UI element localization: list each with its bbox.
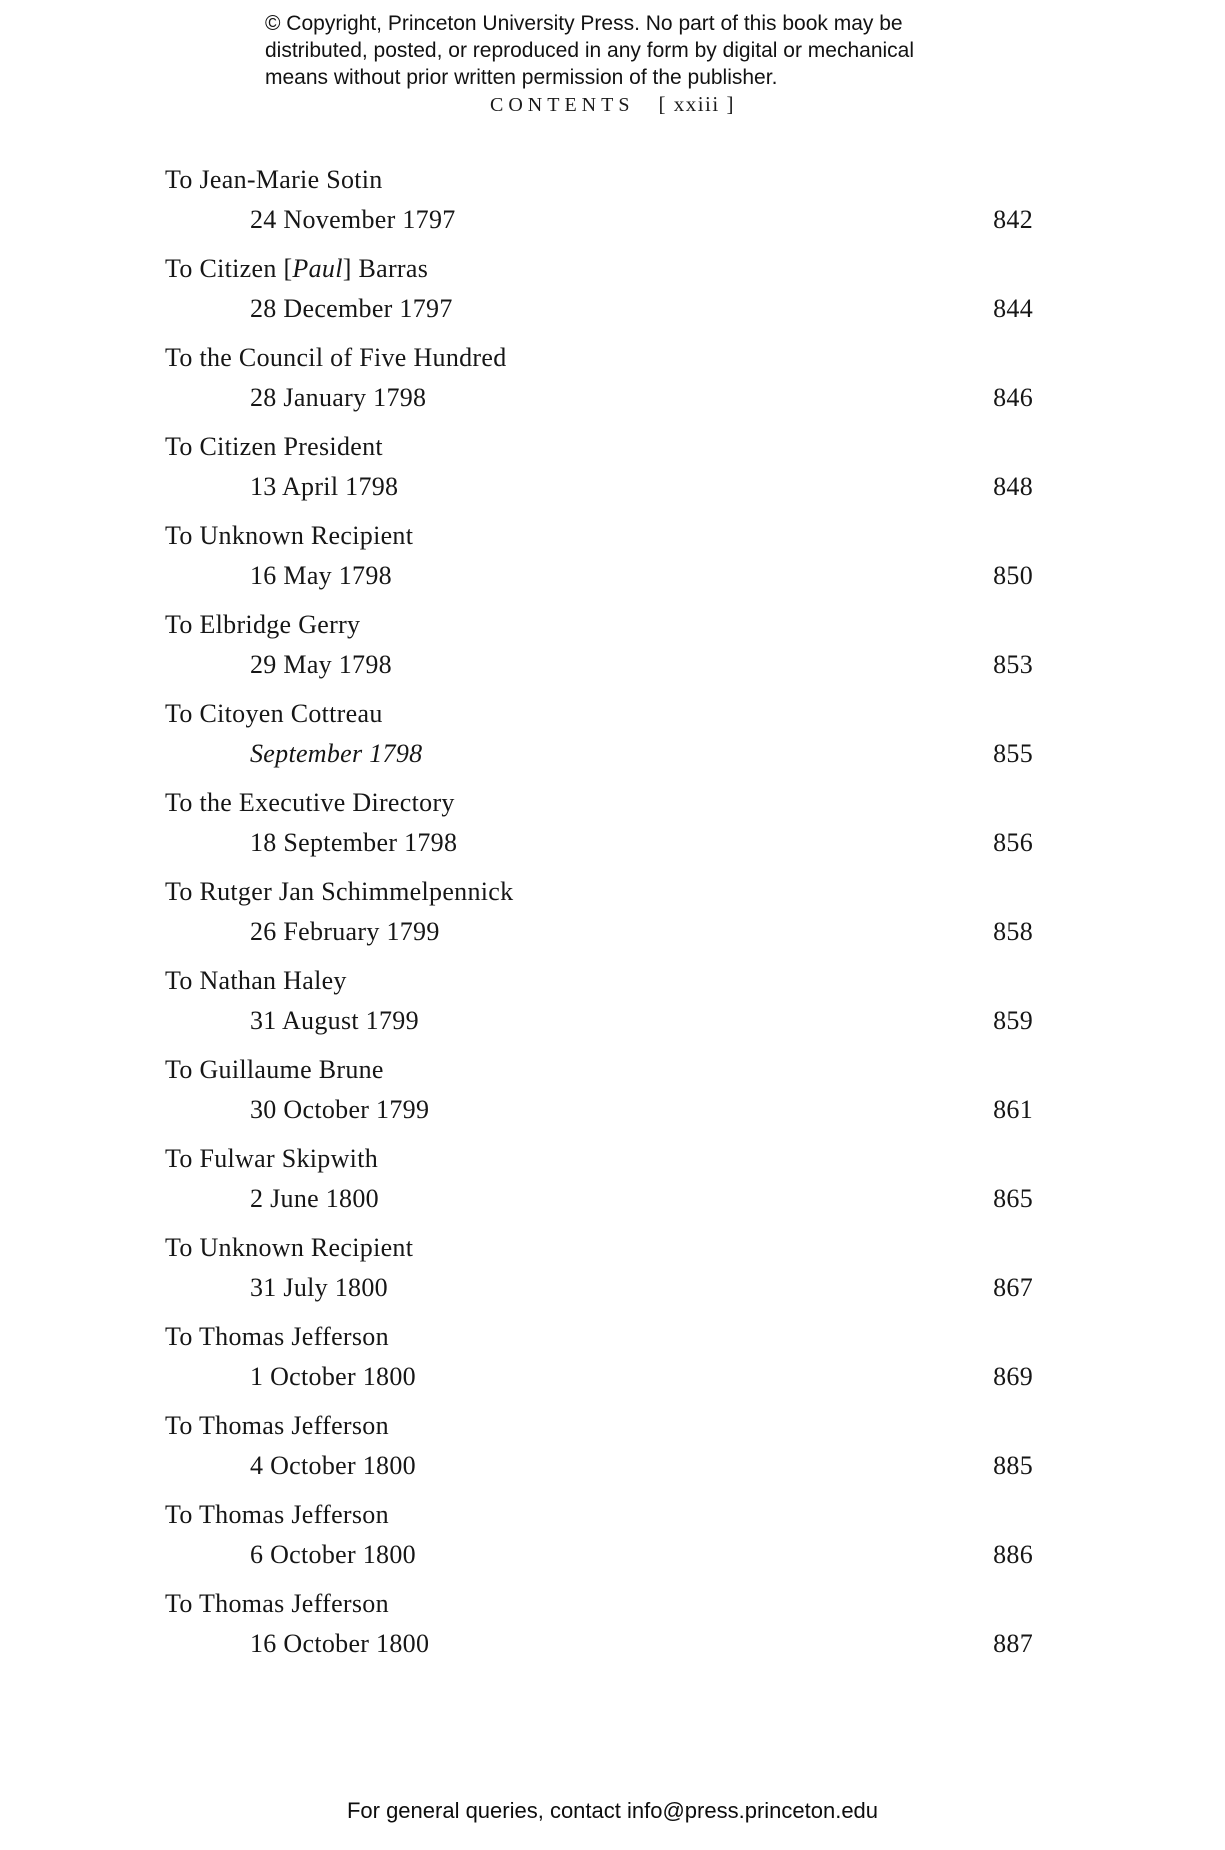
entry-page-number: 869 bbox=[993, 1362, 1033, 1391]
running-head bbox=[0, 92, 1225, 117]
copyright-line: © Copyright, Princeton University Press. No part of this book may be bbox=[265, 12, 903, 35]
toc-entry bbox=[165, 694, 1033, 774]
toc-entry bbox=[165, 1317, 1033, 1397]
entry-recipient bbox=[165, 694, 1033, 734]
text: To Citizen President bbox=[165, 432, 383, 461]
entry-page-number: 846 bbox=[993, 383, 1033, 412]
entry-dateline bbox=[165, 467, 1033, 507]
text: 26 February 1799 bbox=[250, 917, 440, 946]
entry-page-number: 886 bbox=[993, 1540, 1033, 1569]
entry-recipient bbox=[165, 249, 1033, 289]
toc-entry bbox=[165, 160, 1033, 240]
text: 28 December 1797 bbox=[250, 294, 453, 323]
text: To Jean-Marie Sotin bbox=[165, 165, 383, 194]
italic-text: September 1798 bbox=[250, 739, 423, 768]
text: To Unknown Recipient bbox=[165, 521, 414, 550]
text: To Unknown Recipient bbox=[165, 1233, 414, 1262]
footer-queries-note: For general queries, contact info@press.princeton.edu bbox=[346, 1798, 879, 1823]
entry-date bbox=[165, 467, 398, 507]
toc-entry bbox=[165, 249, 1033, 329]
entry-recipient bbox=[165, 783, 1033, 823]
entry-date bbox=[165, 289, 453, 329]
text: To Thomas Jefferson bbox=[165, 1589, 389, 1618]
toc-entry bbox=[165, 872, 1033, 952]
entry-date bbox=[165, 556, 392, 596]
folio-page-number: [ xxiii ] bbox=[658, 92, 735, 116]
entry-date bbox=[165, 378, 426, 418]
entry-recipient bbox=[165, 605, 1033, 645]
entry-dateline bbox=[165, 734, 1033, 774]
toc-entry bbox=[165, 1228, 1033, 1308]
toc-entry bbox=[165, 783, 1033, 863]
toc-entry bbox=[165, 1050, 1033, 1130]
text: 31 July 1800 bbox=[250, 1273, 388, 1302]
entry-recipient bbox=[165, 160, 1033, 200]
text: To Guillaume Brune bbox=[165, 1055, 384, 1084]
entry-date bbox=[165, 734, 422, 774]
toc-entry bbox=[165, 1406, 1033, 1486]
toc-entry bbox=[165, 1495, 1033, 1575]
entry-dateline bbox=[165, 823, 1033, 863]
text: 2 June 1800 bbox=[250, 1184, 379, 1213]
entry-recipient bbox=[165, 1406, 1033, 1446]
text: To Thomas Jefferson bbox=[165, 1322, 389, 1351]
text: To Thomas Jefferson bbox=[165, 1500, 389, 1529]
entry-recipient bbox=[165, 1584, 1033, 1624]
entry-recipient bbox=[165, 338, 1033, 378]
entry-date bbox=[165, 1624, 429, 1664]
text: To Citoyen Cottreau bbox=[165, 699, 383, 728]
entry-dateline bbox=[165, 1446, 1033, 1486]
text: To Citizen [ bbox=[165, 254, 293, 283]
copyright-line: distributed, posted, or reproduced in any form by digital or mechanical bbox=[265, 39, 915, 62]
entry-dateline bbox=[165, 1179, 1033, 1219]
entry-recipient bbox=[165, 1317, 1033, 1357]
entry-date bbox=[165, 823, 457, 863]
text: 24 November 1797 bbox=[250, 205, 456, 234]
text: To Thomas Jefferson bbox=[165, 1411, 389, 1440]
entry-recipient bbox=[165, 427, 1033, 467]
entry-page-number: 848 bbox=[993, 472, 1033, 501]
entry-date bbox=[165, 1535, 416, 1575]
text: 16 October 1800 bbox=[250, 1629, 430, 1658]
entry-page-number: 861 bbox=[993, 1095, 1033, 1124]
entry-recipient bbox=[165, 1139, 1033, 1179]
entry-page-number: 844 bbox=[993, 294, 1033, 323]
text: 6 October 1800 bbox=[250, 1540, 416, 1569]
entry-dateline bbox=[165, 556, 1033, 596]
text: To the Council of Five Hundred bbox=[165, 343, 507, 372]
entry-page-number: 853 bbox=[993, 650, 1033, 679]
entry-date bbox=[165, 1357, 416, 1397]
entry-page-number: 856 bbox=[993, 828, 1033, 857]
entry-date bbox=[165, 912, 440, 952]
text: 31 August 1799 bbox=[250, 1006, 419, 1035]
text: To Rutger Jan Schimmelpennick bbox=[165, 877, 514, 906]
entry-date bbox=[165, 1179, 379, 1219]
entry-page-number: 887 bbox=[993, 1629, 1033, 1658]
text: To the Executive Directory bbox=[165, 788, 455, 817]
text: ] Barras bbox=[342, 254, 429, 283]
entry-dateline bbox=[165, 200, 1033, 240]
entry-dateline bbox=[165, 1357, 1033, 1397]
entry-date bbox=[165, 1090, 429, 1130]
text: 18 September 1798 bbox=[250, 828, 458, 857]
text: To Fulwar Skipwith bbox=[165, 1144, 379, 1173]
entry-recipient bbox=[165, 516, 1033, 556]
entry-recipient bbox=[165, 1228, 1033, 1268]
entry-page-number: 867 bbox=[993, 1273, 1033, 1302]
entry-page-number: 885 bbox=[993, 1451, 1033, 1480]
entry-dateline bbox=[165, 1001, 1033, 1041]
entry-dateline bbox=[165, 1624, 1033, 1664]
entry-recipient bbox=[165, 961, 1033, 1001]
text: 13 April 1798 bbox=[250, 472, 399, 501]
entry-dateline bbox=[165, 645, 1033, 685]
toc-entry bbox=[165, 427, 1033, 507]
toc-list bbox=[165, 160, 1033, 1673]
entry-page-number: 855 bbox=[993, 739, 1033, 768]
toc-entry bbox=[165, 516, 1033, 596]
entry-page-number: 842 bbox=[993, 205, 1033, 234]
contents-heading: CONTENTS bbox=[490, 94, 635, 116]
text: To Elbridge Gerry bbox=[165, 610, 361, 639]
entry-dateline bbox=[165, 1535, 1033, 1575]
entry-date bbox=[165, 645, 392, 685]
text: 28 January 1798 bbox=[250, 383, 427, 412]
text: To Nathan Haley bbox=[165, 966, 347, 995]
entry-dateline bbox=[165, 289, 1033, 329]
entry-date bbox=[165, 200, 456, 240]
entry-dateline bbox=[165, 1090, 1033, 1130]
entry-page-number: 859 bbox=[993, 1006, 1033, 1035]
entry-page-number: 850 bbox=[993, 561, 1033, 590]
text: 4 October 1800 bbox=[250, 1451, 416, 1480]
italic-text: Paul bbox=[292, 254, 343, 283]
entry-recipient bbox=[165, 872, 1033, 912]
entry-dateline bbox=[165, 1268, 1033, 1308]
toc-entry bbox=[165, 605, 1033, 685]
text: 1 October 1800 bbox=[250, 1362, 416, 1391]
entry-date bbox=[165, 1446, 416, 1486]
entry-dateline bbox=[165, 378, 1033, 418]
entry-page-number: 865 bbox=[993, 1184, 1033, 1213]
entry-page-number: 858 bbox=[993, 917, 1033, 946]
entry-date bbox=[165, 1268, 388, 1308]
toc-entry bbox=[165, 961, 1033, 1041]
toc-entry bbox=[165, 338, 1033, 418]
text: 29 May 1798 bbox=[250, 650, 392, 679]
entry-recipient bbox=[165, 1495, 1033, 1535]
entry-recipient bbox=[165, 1050, 1033, 1090]
text: 30 October 1799 bbox=[250, 1095, 430, 1124]
entry-date bbox=[165, 1001, 419, 1041]
toc-entry bbox=[165, 1139, 1033, 1219]
text: 16 May 1798 bbox=[250, 561, 392, 590]
entry-dateline bbox=[165, 912, 1033, 952]
toc-entry bbox=[165, 1584, 1033, 1664]
copyright-line: means without prior written permission of the publisher. bbox=[265, 66, 778, 89]
copyright-notice bbox=[265, 10, 914, 91]
